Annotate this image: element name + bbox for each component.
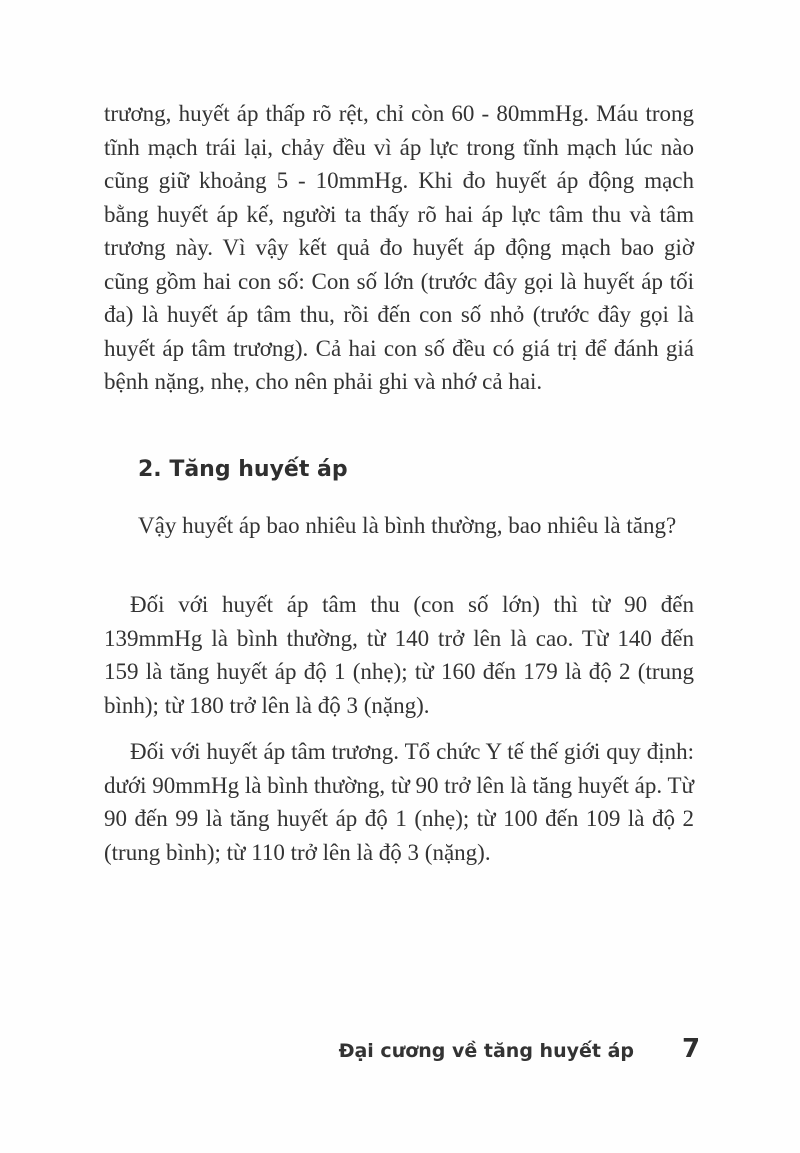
body-paragraph: trương, huyết áp thấp rõ rệt, chỉ còn 60 - 80mmHg. Máu trong tĩnh mạch trái lại, chảy đều vì áp lực trong tĩnh mạch lúc nào cũng giữ khoảng 5 - 10mmHg. Khi đo huyết áp động mạch bằng huyết áp kế, người ta thấy rõ hai áp lực tâm thu và tâm trương này. Vì vậy kết quả đo huyết áp động mạch bao giờ cũng gồm hai con số: Con số lớn (trước đây gọi là huyết áp tối đa) là huyết áp tâm thu, rồi đến con số nhỏ (trước đây gọi là huyết áp tâm trương). Cả hai con số đều có giá trị để đánh giá bệnh nặng, nhẹ, cho nên phải ghi và nhớ cả hai. <box>104 101 694 394</box>
page-number: 7 <box>682 1034 701 1064</box>
running-footer-title: Đại cương về tăng huyết áp <box>338 1040 634 1062</box>
body-paragraph: Đối với huyết áp tâm trương. Tổ chức Y tế thế giới quy định: dưới 90mmHg là bình thường, từ 90 trở lên là tăng huyết áp. Từ 90 đến 99 là tăng huyết áp độ 1 (nhẹ); từ 100 đến 109 là độ 2 (trung bình); từ 110 trở lên là độ 3 (nặng). <box>104 739 694 865</box>
body-paragraph: Vậy huyết áp bao nhiêu là bình thường, bao nhiêu là tăng? <box>138 513 677 538</box>
section-heading: 2. Tăng huyết áp <box>138 457 348 482</box>
body-paragraph: Đối với huyết áp tâm thu (con số lớn) thì từ 90 đến 139mmHg là bình thường, từ 140 trở lên là cao. Từ 140 đến 159 là tăng huyết áp độ 1 (nhẹ); từ 160 đến 179 là độ 2 (trung bình); từ 180 trở lên là độ 3 (nặng). <box>104 592 694 718</box>
